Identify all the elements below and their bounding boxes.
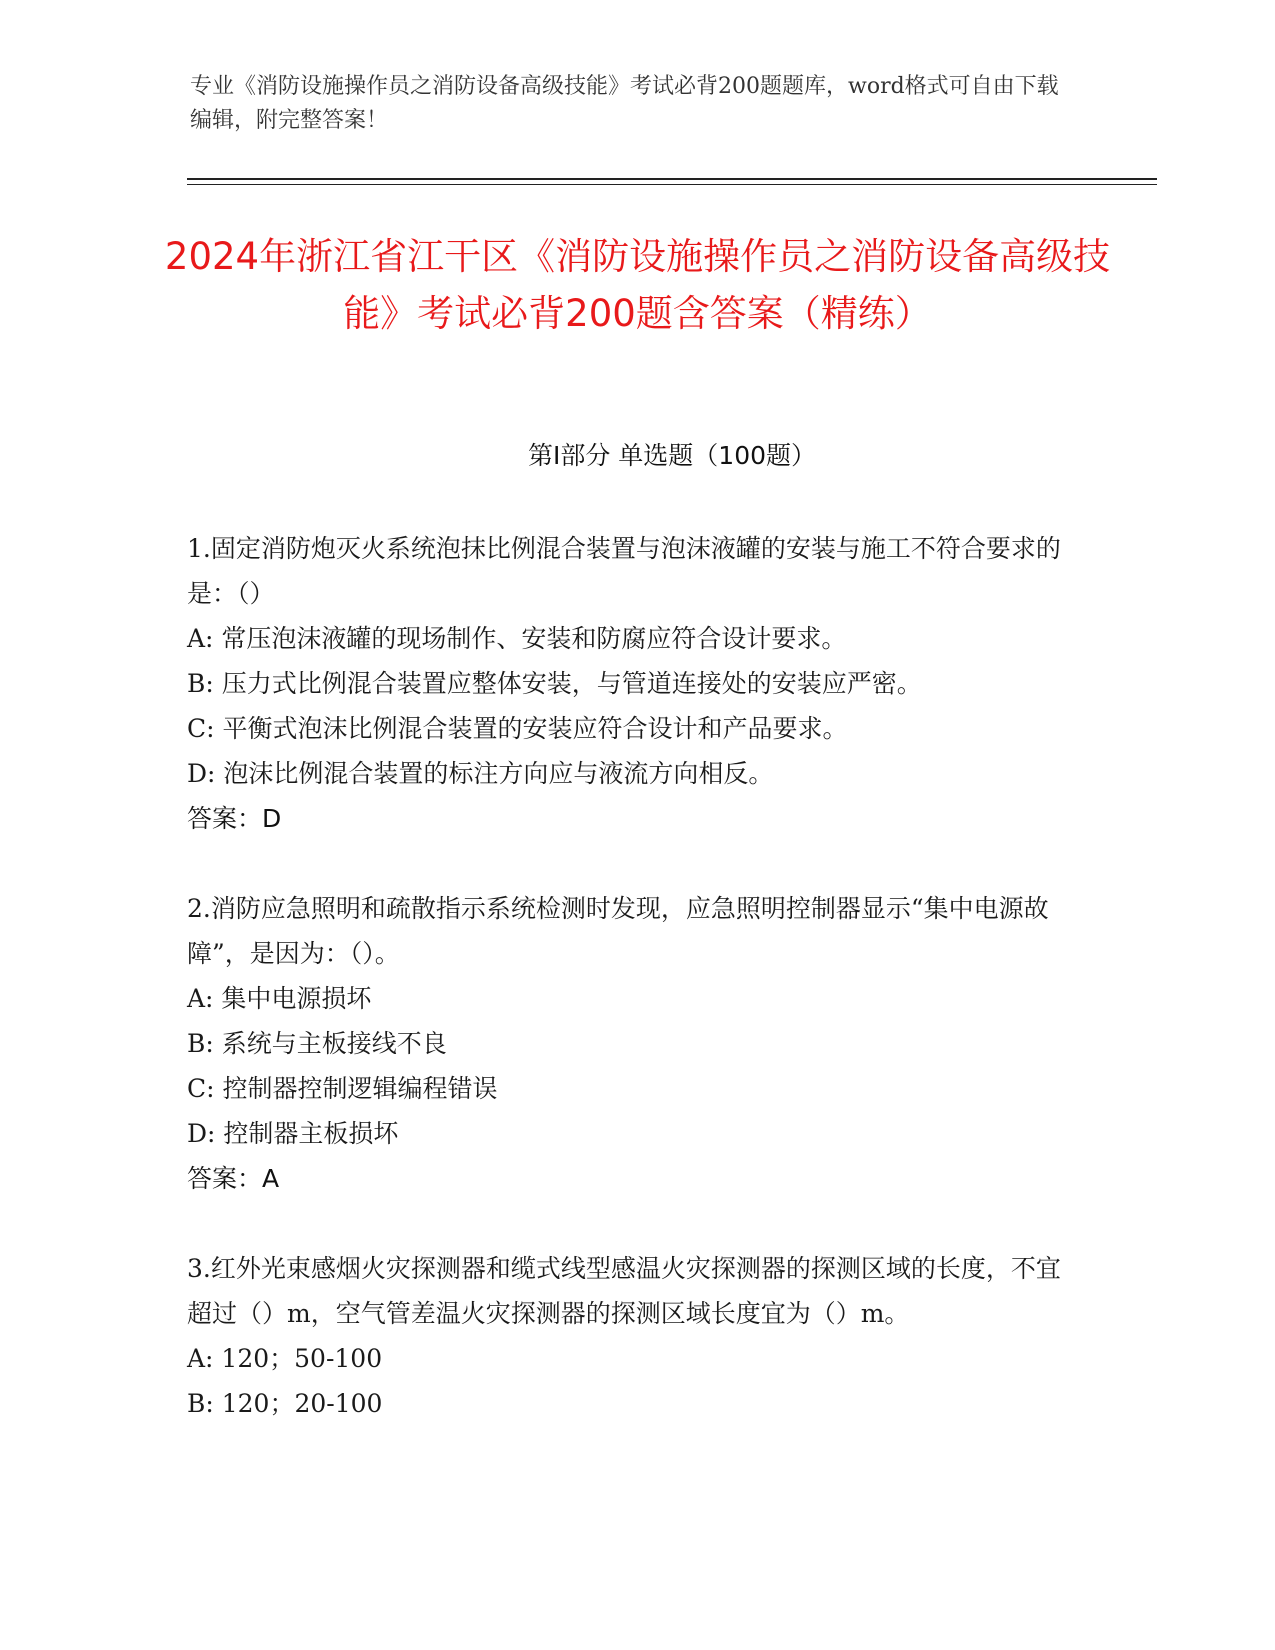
section-title: 第I部分 单选题（100题） bbox=[527, 441, 817, 470]
question-stem: 2.消防应急照明和疏散指示系统检测时发现，应急照明控制器显示“集中电源故障”，是因为：（）。 bbox=[187, 894, 1049, 968]
question-list bbox=[187, 526, 1067, 1471]
option-b: B: 120；20-100 bbox=[187, 1389, 383, 1418]
option-c: C: 平衡式泡沫比例混合装置的安装应符合设计和产品要求。 bbox=[187, 714, 848, 743]
option-c: C: 控制器控制逻辑编程错误 bbox=[187, 1074, 498, 1103]
header-note: 专业《消防设施操作员之消防设备高级技能》考试必背200题题库，word格式可自由下载编辑，附完整答案！ bbox=[190, 74, 1059, 133]
option-a: A: 常压泡沫液罐的现场制作、安装和防腐应符合设计要求。 bbox=[187, 624, 847, 653]
question-2 bbox=[187, 886, 1067, 1201]
question-3 bbox=[187, 1246, 1067, 1426]
answer: 答案：D bbox=[187, 804, 282, 833]
question-stem: 3.红外光束感烟火灾探测器和缆式线型感温火灾探测器的探测区域的长度，不宜超过（）m，空气管差温火灾探测器的探测区域长度宜为（）m。 bbox=[187, 1254, 1061, 1328]
header-divider-thin bbox=[187, 184, 1157, 185]
option-b: B: 压力式比例混合装置应整体安装，与管道连接处的安装应严密。 bbox=[187, 669, 922, 698]
option-d: D: 控制器主板损坏 bbox=[187, 1119, 399, 1148]
header-divider-thick bbox=[187, 178, 1157, 180]
option-a: A: 120；50-100 bbox=[187, 1344, 383, 1373]
option-a: A: 集中电源损坏 bbox=[187, 984, 372, 1013]
question-stem: 1.固定消防炮灭火系统泡抹比例混合装置与泡沫液罐的安装与施工不符合要求的是：（） bbox=[187, 534, 1061, 608]
document-title: 2024年浙江省江干区《消防设施操作员之消防设备高级技能》考试必背200题含答案（精练） bbox=[164, 235, 1111, 335]
question-1 bbox=[187, 526, 1067, 841]
answer: 答案：A bbox=[187, 1164, 280, 1193]
option-b: B: 系统与主板接线不良 bbox=[187, 1029, 447, 1058]
option-d: D: 泡沫比例混合装置的标注方向应与液流方向相反。 bbox=[187, 759, 774, 788]
